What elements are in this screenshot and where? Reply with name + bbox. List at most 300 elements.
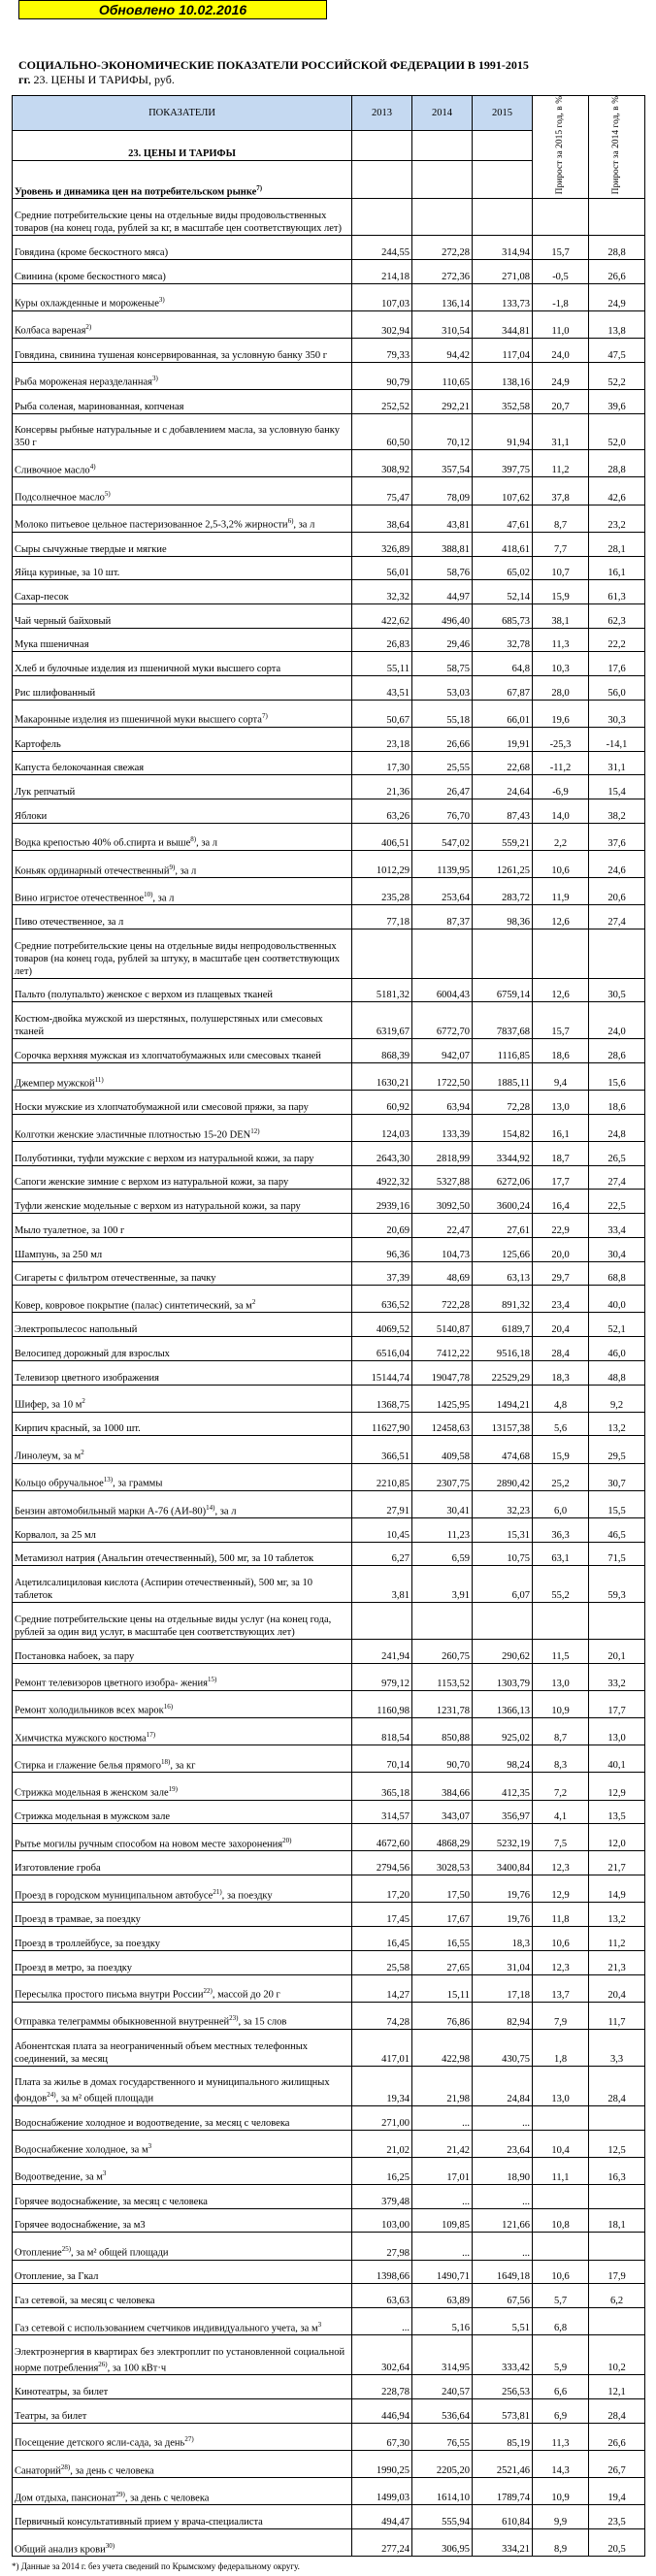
- growth-2014: 42,6: [589, 477, 645, 505]
- value-2014: 3092,50: [412, 1190, 473, 1214]
- growth-2015: 23,4: [533, 1286, 589, 1313]
- value-2015: 19,91: [473, 727, 533, 751]
- row-label: Метамизол натрия (Анальгин отечественный), 500 мг, за 10 таблеток: [13, 1542, 352, 1566]
- value-2014: 15,11: [412, 1974, 473, 2002]
- row-label: Шифер, за 10 $м^2$: [13, 1385, 352, 1412]
- growth-2015: 36,3: [533, 1518, 589, 1543]
- row-label: Средние потребительские цены на отдельные виды услуг (на конец года, рублей за один вид услуг, в масштабе цен соответствующих лет): [13, 1603, 352, 1640]
- value-2015: ...: [473, 2184, 533, 2208]
- value-2015: 3400,84: [473, 1851, 533, 1875]
- growth-2015: [533, 199, 589, 236]
- growth-2014: 16,1: [589, 556, 645, 580]
- growth-2015: 22,9: [533, 1214, 589, 1238]
- value-2015: 24,64: [473, 775, 533, 799]
- value-2015: 1261,25: [473, 850, 533, 877]
- group-header-row: [13, 929, 645, 979]
- table-row: [13, 2505, 645, 2529]
- row-label: Свинина (кроме бескостного мяса): [13, 259, 352, 283]
- title-sub: 23. ЦЕНЫ И ТАРИФЫ, руб.: [30, 73, 175, 86]
- value-2015: 6272,06: [473, 1165, 533, 1190]
- value-2013: 326,89: [352, 532, 412, 556]
- value-2015: 72,28: [473, 1091, 533, 1115]
- value-2014: 30,41: [412, 1490, 473, 1517]
- growth-2014: 52,0: [589, 413, 645, 450]
- row-label: Отопление$^{25)}$, за м² общей площади: [13, 2233, 352, 2260]
- value-2013: 60,92: [352, 1091, 412, 1115]
- value-2013: 37,39: [352, 1261, 412, 1286]
- value-2015: 98,24: [473, 1745, 533, 1773]
- value-2014: 496,40: [412, 603, 473, 628]
- table-row: [13, 259, 645, 283]
- growth-2014: 46,5: [589, 1518, 645, 1543]
- table-row: [13, 2450, 645, 2477]
- header-growth-2014: Прирост за 2014 год, в %: [611, 96, 621, 195]
- growth-2015: 20,4: [533, 1313, 589, 1337]
- table-row: [13, 1412, 645, 1436]
- growth-2014: 24,8: [589, 1114, 645, 1141]
- value-2014: 26,66: [412, 727, 473, 751]
- value-2014: 536,64: [412, 2399, 473, 2424]
- growth-2014: 52,2: [589, 362, 645, 389]
- growth-2015: 5,7: [533, 2284, 589, 2308]
- value-2014: 4868,29: [412, 1824, 473, 1851]
- growth-2015: 28,4: [533, 1337, 589, 1361]
- growth-2014: 28,1: [589, 532, 645, 556]
- growth-2014: 24,6: [589, 850, 645, 877]
- value-2015: 125,66: [473, 1237, 533, 1261]
- value-2013: 1990,25: [352, 2450, 412, 2477]
- value-2013: 15144,74: [352, 1360, 412, 1385]
- value-2015: 19,76: [473, 1875, 533, 1903]
- row-label: Ковер, ковровое покрытие (палас) синтетический, за $м^2$: [13, 1286, 352, 1313]
- growth-2014: 28,4: [589, 2399, 645, 2424]
- growth-2014: 15,5: [589, 1490, 645, 1517]
- growth-2015: 6,6: [533, 2375, 589, 2399]
- table-row: [13, 1002, 645, 1039]
- value-2015: 559,21: [473, 823, 533, 850]
- value-2015: 271,08: [473, 259, 533, 283]
- value-2014: 314,95: [412, 2335, 473, 2375]
- value-2014: 306,95: [412, 2529, 473, 2557]
- growth-2015: 10,9: [533, 2478, 589, 2505]
- value-2015: 65,02: [473, 556, 533, 580]
- value-2014: 78,09: [412, 477, 473, 505]
- row-label: Средние потребительские цены на отдельные виды продовольственных товаров (на конец года, рублей за кг, в масштабе цен соответствующих лет): [13, 199, 352, 236]
- value-2014: 44,97: [412, 580, 473, 604]
- growth-2015: 1,8: [533, 2029, 589, 2066]
- growth-2015: [533, 2184, 589, 2208]
- value-2015: 32,23: [473, 1490, 533, 1517]
- value-2014: 260,75: [412, 1639, 473, 1663]
- table-row: [13, 2423, 645, 2450]
- table-row: [13, 727, 645, 751]
- growth-2014: 28,6: [589, 1039, 645, 1063]
- footnote: *) Данные за 2014 г. без учета сведений по Крымскому федеральному округу.: [12, 2561, 300, 2571]
- row-label: Электроэнергия в квартирах без электроплит по установленной социальной норме потребления$^{26)}$, за 100 кВт·ч: [13, 2335, 352, 2375]
- value-2013: 1012,29: [352, 850, 412, 877]
- table-row: [13, 1950, 645, 1974]
- table-row: [13, 603, 645, 628]
- value-2013: 56,01: [352, 556, 412, 580]
- value-2014: 16,55: [412, 1927, 473, 1951]
- value-2015: 283,72: [473, 878, 533, 905]
- row-label: Подсолнечное масло$^{5)}$: [13, 477, 352, 505]
- growth-2015: 8,7: [533, 505, 589, 532]
- row-label: Отправка телеграммы обыкновенной внутренней$^{23)}$, за 15 слов: [13, 2002, 352, 2029]
- growth-2014: 22,5: [589, 1190, 645, 1214]
- value-2013: 5181,32: [352, 978, 412, 1002]
- growth-2015: 38,1: [533, 603, 589, 628]
- value-2013: 252,52: [352, 389, 412, 413]
- growth-2015: [533, 929, 589, 979]
- row-label: Газ сетевой, за месяц с человека: [13, 2284, 352, 2308]
- value-2014: 63,94: [412, 1091, 473, 1115]
- growth-2014: 19,4: [589, 2478, 645, 2505]
- growth-2014: 30,7: [589, 1463, 645, 1490]
- growth-2014: [589, 2233, 645, 2260]
- value-2013: 308,92: [352, 450, 412, 477]
- growth-2015: -1,8: [533, 283, 589, 310]
- growth-2015: 7,9: [533, 2002, 589, 2029]
- value-2014: 547,02: [412, 823, 473, 850]
- table-row: [13, 775, 645, 799]
- table-row: [13, 652, 645, 676]
- value-2013: 25,58: [352, 1950, 412, 1974]
- value-2013: 302,94: [352, 310, 412, 338]
- growth-2015: 5,6: [533, 1412, 589, 1436]
- growth-2014: 37,6: [589, 823, 645, 850]
- growth-2014: 30,3: [589, 700, 645, 727]
- growth-2015: -0,5: [533, 259, 589, 283]
- value-2013: 55,11: [352, 652, 412, 676]
- table-row: [13, 2208, 645, 2233]
- growth-2014: 21,7: [589, 1851, 645, 1875]
- value-2014: 388,81: [412, 532, 473, 556]
- value-2015: 3600,24: [473, 1190, 533, 1214]
- value-2014: 343,07: [412, 1800, 473, 1824]
- value-2015: 474,68: [473, 1436, 533, 1463]
- value-2013: 1368,75: [352, 1385, 412, 1412]
- table-row: [13, 878, 645, 905]
- growth-2014: 40,1: [589, 1745, 645, 1773]
- table-row: [13, 2375, 645, 2399]
- value-2014: 422,98: [412, 2029, 473, 2066]
- prices-table: [12, 95, 645, 2557]
- value-2015: 333,42: [473, 2335, 533, 2375]
- growth-2014: [589, 929, 645, 979]
- growth-2015: 16,1: [533, 1114, 589, 1141]
- value-2014: 5327,88: [412, 1165, 473, 1190]
- growth-2015: 11,1: [533, 2157, 589, 2184]
- value-2014: 109,85: [412, 2208, 473, 2233]
- growth-2014: 47,5: [589, 338, 645, 362]
- row-label: Пиво отечественное, за л: [13, 905, 352, 929]
- growth-2015: 10,3: [533, 652, 589, 676]
- value-2013: 63,26: [352, 799, 412, 824]
- row-label: Консервы рыбные натуральные и с добавлением масла, за условную банку 350 г: [13, 413, 352, 450]
- row-label: Посещение детского ясли-сада, за день$^{27)}$: [13, 2423, 352, 2450]
- value-2014: 48,69: [412, 1261, 473, 1286]
- value-2014: 58,75: [412, 652, 473, 676]
- row-label: Яйца куриные, за 10 шт.: [13, 556, 352, 580]
- growth-2015: 20,0: [533, 1237, 589, 1261]
- value-2014: 6,59: [412, 1542, 473, 1566]
- row-label: Лук репчатый: [13, 775, 352, 799]
- value-2013: 241,94: [352, 1639, 412, 1663]
- value-2013: 366,51: [352, 1436, 412, 1463]
- growth-2014: 15,6: [589, 1062, 645, 1090]
- growth-2015: 7,7: [533, 532, 589, 556]
- table-row: [13, 450, 645, 477]
- value-2015: 98,36: [473, 905, 533, 929]
- table-row: [13, 310, 645, 338]
- value-2013: 4672,60: [352, 1824, 412, 1851]
- growth-2014: 30,4: [589, 1237, 645, 1261]
- value-2014: 76,86: [412, 2002, 473, 2029]
- row-label: Постановка набоек, за пару: [13, 1639, 352, 1663]
- table-row: [13, 1385, 645, 1412]
- table-row: [13, 2184, 645, 2208]
- header-year-2013: 2013: [352, 96, 412, 131]
- value-2013: 1630,21: [352, 1062, 412, 1090]
- value-2013: 96,36: [352, 1237, 412, 1261]
- value-2014: 136,14: [412, 283, 473, 310]
- growth-2015: 17,7: [533, 1165, 589, 1190]
- growth-2014: 12,1: [589, 2375, 645, 2399]
- value-2013: 446,94: [352, 2399, 412, 2424]
- growth-2014: 26,5: [589, 1142, 645, 1166]
- growth-2015: 11,5: [533, 1639, 589, 1663]
- value-2015: 290,62: [473, 1639, 533, 1663]
- table-row: [13, 2029, 645, 2066]
- growth-2014: 28,8: [589, 236, 645, 260]
- value-2015: 314,94: [473, 236, 533, 260]
- table-row: [13, 2260, 645, 2284]
- value-2015: 18,3: [473, 1927, 533, 1951]
- table-row: [13, 532, 645, 556]
- growth-2014: [589, 2105, 645, 2130]
- value-2015: 138,16: [473, 362, 533, 389]
- subsection-title: Уровень и динамика цен на потребительском рынке$^{7)}$: [13, 161, 352, 199]
- value-2015: 10,75: [473, 1542, 533, 1566]
- value-2015: 2890,42: [473, 1463, 533, 1490]
- table-row: [13, 1237, 645, 1261]
- growth-2014: 38,2: [589, 799, 645, 824]
- value-2015: 64,8: [473, 652, 533, 676]
- growth-2015: 12,9: [533, 1875, 589, 1903]
- value-2013: 38,64: [352, 505, 412, 532]
- value-2014: 272,36: [412, 259, 473, 283]
- value-2014: [412, 199, 473, 236]
- value-2014: 1425,95: [412, 1385, 473, 1412]
- growth-2014: 61,3: [589, 580, 645, 604]
- value-2014: 5140,87: [412, 1313, 473, 1337]
- value-2015: 27,61: [473, 1214, 533, 1238]
- row-label: Химчистка мужского костюма$^{17)}$: [13, 1717, 352, 1745]
- row-label: Проезд в трамвае, за поездку: [13, 1903, 352, 1927]
- growth-2014: 52,1: [589, 1313, 645, 1337]
- value-2015: [473, 1603, 533, 1640]
- value-2014: 22,47: [412, 1214, 473, 1238]
- growth-2014: 46,0: [589, 1337, 645, 1361]
- table-row: [13, 1142, 645, 1166]
- value-2013: 6,27: [352, 1542, 412, 1566]
- value-2013: 2939,16: [352, 1190, 412, 1214]
- table-row: [13, 556, 645, 580]
- table-row: [13, 1824, 645, 1851]
- row-label: Театры, за билет: [13, 2399, 352, 2424]
- growth-2015: 15,7: [533, 236, 589, 260]
- table-row: [13, 1927, 645, 1951]
- growth-2014: [589, 2184, 645, 2208]
- growth-2015: -11,2: [533, 751, 589, 775]
- value-2015: 63,13: [473, 1261, 533, 1286]
- row-label: Носки мужские из хлопчатобумажной или смесовой пряжи, за пару: [13, 1091, 352, 1115]
- value-2014: 2205,20: [412, 2450, 473, 2477]
- table-row: [13, 1639, 645, 1663]
- value-2013: 1499,03: [352, 2478, 412, 2505]
- value-2015: 154,82: [473, 1114, 533, 1141]
- row-label: Макаронные изделия из пшеничной муки высшего сорта$^{7)}$: [13, 700, 352, 727]
- value-2014: 7412,22: [412, 1337, 473, 1361]
- table-row: [13, 1542, 645, 1566]
- table-row: [13, 505, 645, 532]
- growth-2015: 18,7: [533, 1142, 589, 1166]
- table-row: [13, 1337, 645, 1361]
- row-label: Стрижка модельная в мужском зале: [13, 1800, 352, 1824]
- growth-2014: 13,0: [589, 1717, 645, 1745]
- row-label: Сигареты с фильтром отечественные, за пачку: [13, 1261, 352, 1286]
- growth-2015: 55,2: [533, 1566, 589, 1603]
- growth-2015: 9,9: [533, 2505, 589, 2529]
- table-row: [13, 905, 645, 929]
- value-2014: 21,42: [412, 2130, 473, 2157]
- growth-2014: 12,0: [589, 1824, 645, 1851]
- value-2015: 7837,68: [473, 1002, 533, 1039]
- row-label: Капуста белокочанная свежая: [13, 751, 352, 775]
- growth-2014: 24,9: [589, 283, 645, 310]
- growth-2014: 23,2: [589, 505, 645, 532]
- header-year-2014: 2014: [412, 96, 473, 131]
- growth-2015: 7,2: [533, 1773, 589, 1800]
- table-row: [13, 2529, 645, 2557]
- value-2015: [473, 199, 533, 236]
- row-label: Говядина, свинина тушеная консервированная, за условную банку 350 г: [13, 338, 352, 362]
- value-2015: 6759,14: [473, 978, 533, 1002]
- growth-2015: 12,3: [533, 1851, 589, 1875]
- value-2013: 27,91: [352, 1490, 412, 1517]
- row-label: Картофель: [13, 727, 352, 751]
- value-2013: 2210,85: [352, 1463, 412, 1490]
- growth-2014: 20,4: [589, 1974, 645, 2002]
- table-row: [13, 1717, 645, 1745]
- growth-2014: [589, 2307, 645, 2334]
- value-2013: 235,28: [352, 878, 412, 905]
- growth-2014: 59,3: [589, 1566, 645, 1603]
- growth-2014: 13,5: [589, 1800, 645, 1824]
- table-row: [13, 1313, 645, 1337]
- table-row: [13, 1214, 645, 1238]
- row-label: Изготовление гроба: [13, 1851, 352, 1875]
- growth-2014: [589, 1603, 645, 1640]
- value-2013: 43,51: [352, 676, 412, 701]
- value-2014: [412, 1603, 473, 1640]
- value-2013: 103,00: [352, 2208, 412, 2233]
- value-2015: 3344,92: [473, 1142, 533, 1166]
- value-2013: 63,63: [352, 2284, 412, 2308]
- row-label: Стрижка модельная в женском зале$^{19)}$: [13, 1773, 352, 1800]
- table-row: [13, 1165, 645, 1190]
- value-2014: 942,07: [412, 1039, 473, 1063]
- value-2014: 2307,75: [412, 1463, 473, 1490]
- row-label: Ремонт телевизоров цветного изобра- жения$^{15)}$: [13, 1663, 352, 1690]
- growth-2014: 56,0: [589, 676, 645, 701]
- value-2013: 19,34: [352, 2066, 412, 2105]
- header-indicators: ПОКАЗАТЕЛИ: [13, 96, 352, 131]
- value-2014: 104,73: [412, 1237, 473, 1261]
- value-2014: 55,18: [412, 700, 473, 727]
- growth-2014: 26,7: [589, 2450, 645, 2477]
- table-row: [13, 283, 645, 310]
- value-2013: 271,00: [352, 2105, 412, 2130]
- growth-2014: 30,5: [589, 978, 645, 1002]
- page-title: [18, 58, 533, 87]
- growth-2015: 24,9: [533, 362, 589, 389]
- value-2014: 292,21: [412, 389, 473, 413]
- table-row: [13, 676, 645, 701]
- growth-2015: 15,9: [533, 580, 589, 604]
- value-2013: 17,30: [352, 751, 412, 775]
- row-label: Сапоги женские зимние с верхом из натуральной кожи, за пару: [13, 1165, 352, 1190]
- table-row: [13, 1851, 645, 1875]
- row-label: Рыба мороженая неразделанная$^{3)}$: [13, 362, 352, 389]
- value-2013: 1160,98: [352, 1690, 412, 1717]
- growth-2015: 31,1: [533, 413, 589, 450]
- value-2015: 15,31: [473, 1518, 533, 1543]
- value-2015: 66,01: [473, 700, 533, 727]
- value-2015: 117,04: [473, 338, 533, 362]
- table-row: [13, 1190, 645, 1214]
- row-label: Пальто (полупальто) женское с верхом из плащевых тканей: [13, 978, 352, 1002]
- value-2015: 1649,18: [473, 2260, 533, 2284]
- row-label: Колбаса вареная$^{2)}$: [13, 310, 352, 338]
- table-row: [13, 1663, 645, 1690]
- value-2014: 1490,71: [412, 2260, 473, 2284]
- growth-2014: 17,7: [589, 1690, 645, 1717]
- growth-2014: 15,4: [589, 775, 645, 799]
- value-2015: 1494,21: [473, 1385, 533, 1412]
- table-row: [13, 1690, 645, 1717]
- value-2014: 3028,53: [412, 1851, 473, 1875]
- row-label: Куры охлажденные и мороженые$^{3)}$: [13, 283, 352, 310]
- growth-2014: [589, 199, 645, 236]
- value-2015: 1116,85: [473, 1039, 533, 1063]
- growth-2015: [533, 2233, 589, 2260]
- value-2014: [412, 929, 473, 979]
- table-row: [13, 389, 645, 413]
- row-label: Горячее водоснабжение, за месяц с человека: [13, 2184, 352, 2208]
- growth-2015: -6,9: [533, 775, 589, 799]
- value-2013: 379,48: [352, 2184, 412, 2208]
- value-2014: 3,91: [412, 1566, 473, 1603]
- growth-2015: 12,6: [533, 905, 589, 929]
- growth-2015: 7,5: [533, 1824, 589, 1851]
- value-2015: 52,14: [473, 580, 533, 604]
- value-2014: 27,65: [412, 1950, 473, 1974]
- growth-2015: 12,3: [533, 1950, 589, 1974]
- value-2013: 14,27: [352, 1974, 412, 2002]
- growth-2015: 28,0: [533, 676, 589, 701]
